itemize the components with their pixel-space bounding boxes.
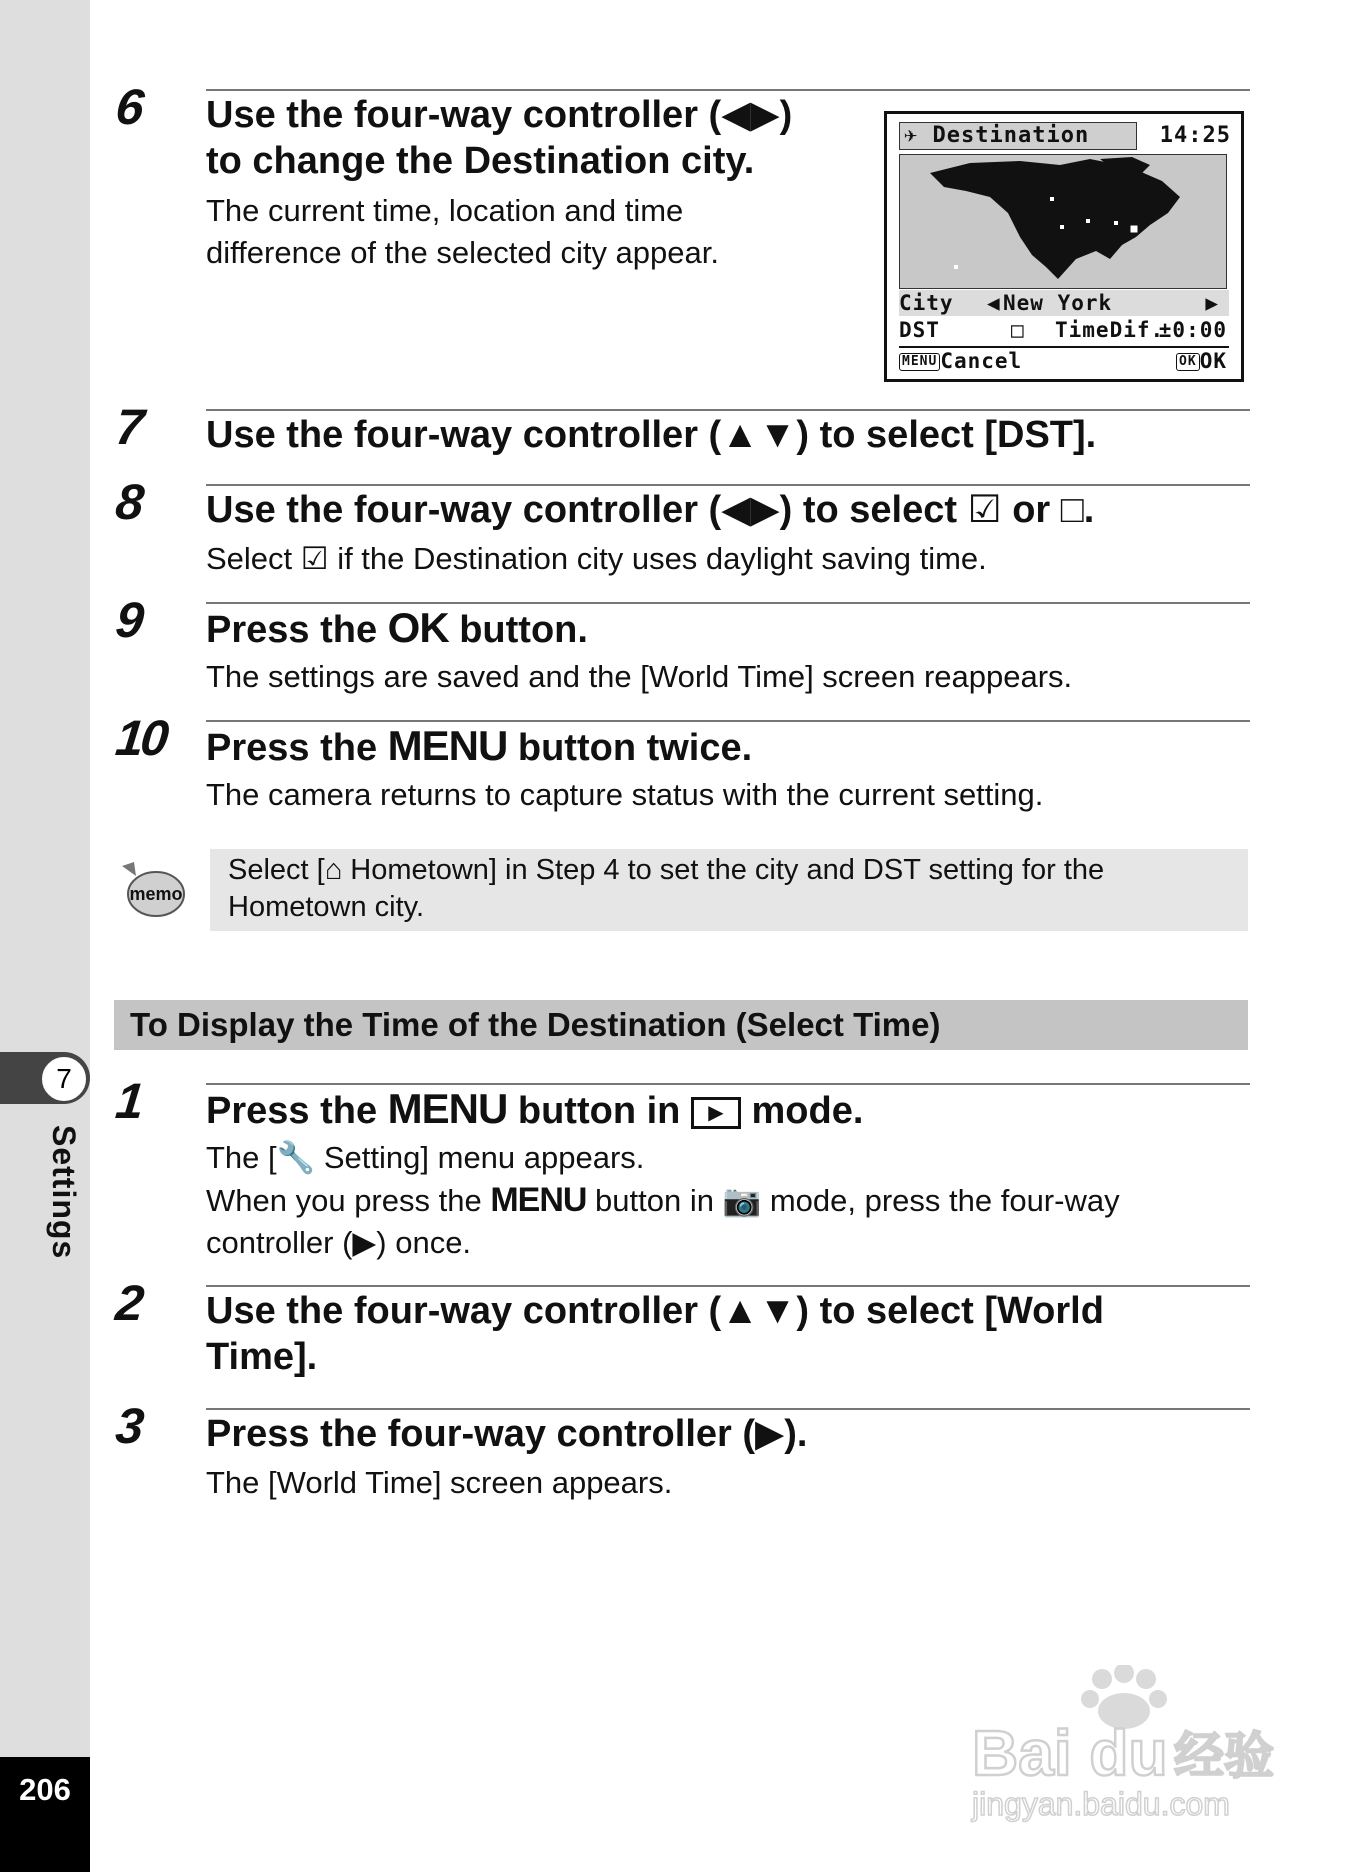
step-title: Press the MENU button twice. xyxy=(206,722,753,769)
lcd-time: 14:25 xyxy=(1159,123,1231,148)
world-map xyxy=(899,154,1227,289)
step-divider xyxy=(206,1083,1250,1085)
step-title: Press the MENU button in ▶ mode. xyxy=(206,1085,864,1132)
step-divider xyxy=(206,1408,1250,1410)
baidu-watermark xyxy=(962,1665,1282,1825)
playback-icon: ▶ xyxy=(691,1097,741,1129)
step-number: 10 xyxy=(113,710,169,766)
svg-text:经验: 经验 xyxy=(1174,1727,1274,1785)
step-description: The [🔧 Setting] menu appears. When you press the MENU button in 📷 mode, press the four-way controller (▶) once. xyxy=(206,1140,1120,1260)
checkbox-empty-icon: □ xyxy=(1060,489,1084,531)
step-divider xyxy=(206,1285,1250,1287)
svg-text:Bai du: Bai du xyxy=(972,1717,1168,1789)
step-number: 3 xyxy=(113,1398,144,1454)
step-divider xyxy=(206,484,1250,486)
left-margin-bar xyxy=(0,0,90,1872)
lcd-header: ✈ Destination xyxy=(899,122,1137,150)
north-america-map-icon xyxy=(900,155,1226,288)
chapter-number: 7 xyxy=(40,1055,88,1103)
right-arrow-icon: ▶ xyxy=(1205,291,1219,315)
home-icon: ⌂ xyxy=(324,854,343,886)
step-description: The current time, location and time difference of the selected city appear. xyxy=(206,193,719,270)
step-number: 2 xyxy=(113,1275,144,1331)
svg-text:jingyan.baidu.com: jingyan.baidu.com xyxy=(972,1786,1230,1822)
step-number: 1 xyxy=(113,1073,144,1129)
airplane-icon: ✈ xyxy=(904,123,919,148)
step-title: Use the four-way controller (▲▼) to select [World Time]. xyxy=(206,1290,1104,1378)
step-title: Use the four-way controller (◀▶) to select ☑ or □. xyxy=(206,489,1095,531)
step-title: Use the four-way controller (◀▶) to change the Destination city. xyxy=(206,94,793,182)
ok-key-icon: OK xyxy=(1176,353,1200,371)
ok-key-label: OK xyxy=(387,604,449,651)
step-number: 9 xyxy=(113,592,144,648)
step-number: 8 xyxy=(113,474,144,530)
checkbox-checked-icon: ☑ xyxy=(300,541,329,576)
step-title: Use the four-way controller (▲▼) to select [DST]. xyxy=(206,414,1097,456)
memo-text: Select [⌂ Hometown] in Step 4 to set the city and DST setting for the Hometown city. xyxy=(228,854,1105,923)
checkbox-checked-icon: ☑ xyxy=(967,489,1002,531)
camera-icon: 📷 xyxy=(722,1183,762,1218)
wrench-icon: 🔧 xyxy=(276,1140,316,1175)
lcd-dst-row: DST □ TimeDif. ±0:00 xyxy=(899,318,1227,342)
lcd-footer-row: MENU Cancel OK OK xyxy=(899,346,1229,374)
step-title: Press the OK button. xyxy=(206,604,588,651)
step-title: Press the four-way controller (▶). xyxy=(206,1413,808,1455)
step-divider xyxy=(206,409,1250,411)
chapter-label: Settings xyxy=(46,1125,82,1260)
lcd-city-row: City ◀ New York ▶ xyxy=(899,290,1229,316)
step-divider xyxy=(206,720,1250,722)
step-description: Select ☑ if the Destination city uses daylight saving time. xyxy=(206,541,987,576)
step-number: 6 xyxy=(113,79,144,135)
menu-key-label: MENU xyxy=(387,722,508,769)
left-arrow-icon: ◀ xyxy=(987,291,1001,315)
step-description: The settings are saved and the [World Time] screen reappears. xyxy=(206,659,1073,694)
menu-key-label: MENU xyxy=(387,1085,508,1132)
checkbox-icon: □ xyxy=(1011,318,1025,342)
step-description: The camera returns to capture status with the current setting. xyxy=(206,777,1044,812)
step-description: The [World Time] screen appears. xyxy=(206,1465,673,1500)
step-divider xyxy=(206,602,1250,604)
menu-key-icon: MENU xyxy=(899,353,940,371)
page-number: 206 xyxy=(19,1772,71,1807)
menu-key-label: MENU xyxy=(490,1181,587,1219)
step-divider xyxy=(206,89,1250,91)
camera-lcd-screen xyxy=(884,111,1244,382)
section-title: To Display the Time of the Destination (Select Time) xyxy=(130,1006,941,1043)
step-number: 7 xyxy=(113,399,144,455)
svg-text:memo: memo xyxy=(129,884,183,904)
memo-icon xyxy=(120,860,186,920)
